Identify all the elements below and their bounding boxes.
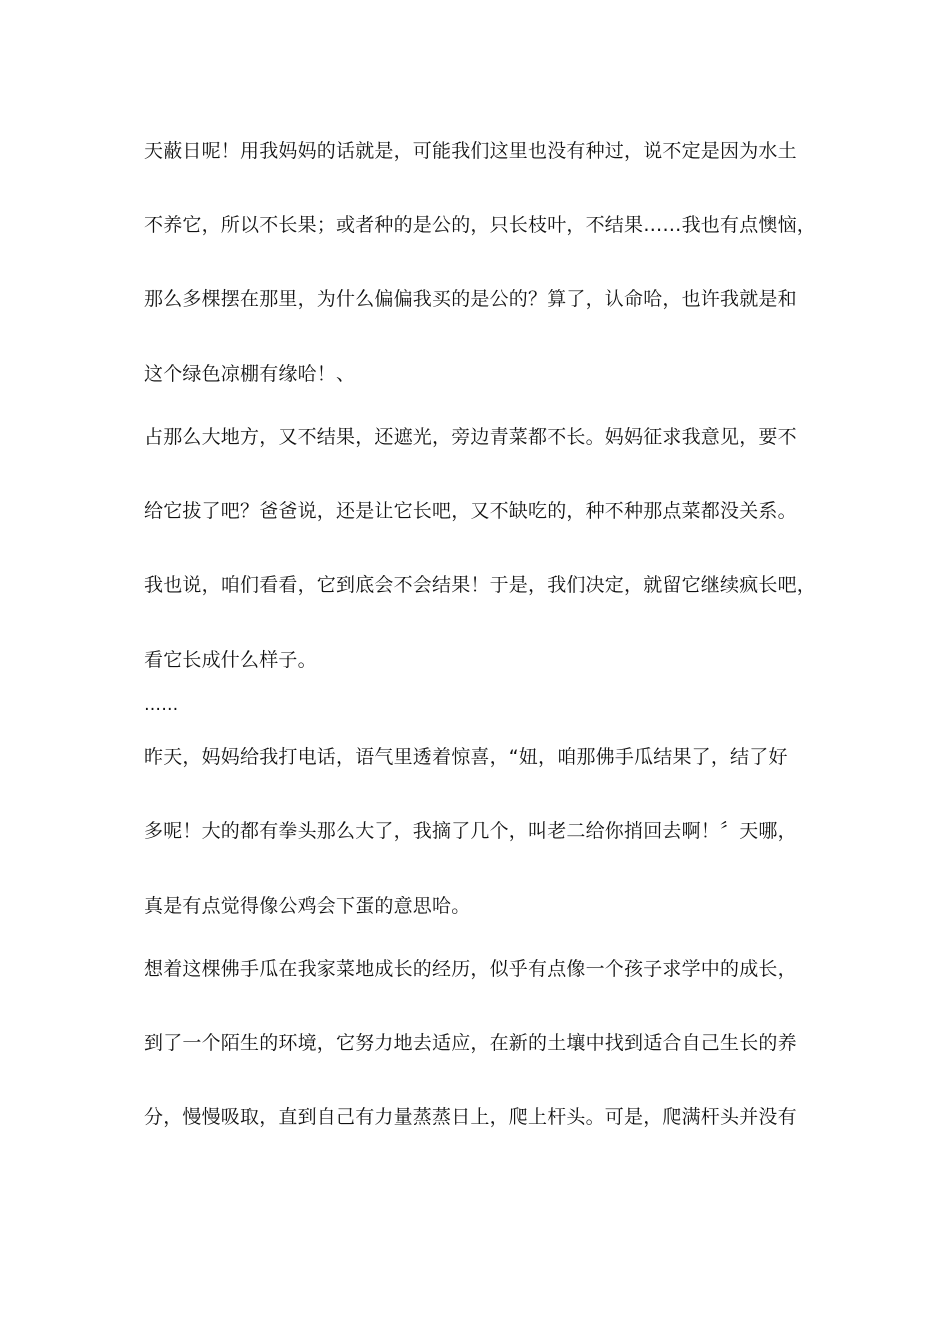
text-line: 占那么大地方，又不结果，还遮光，旁边青菜都不长。妈妈征求我意见，要不: [144, 426, 797, 448]
text-line: 我也说，咱们看看，它到底会不会结果！于是，我们决定，就留它继续疯长吧，: [144, 574, 817, 596]
text-line: 这个绿色凉棚有缘哈！、: [144, 363, 356, 385]
text-line: 到了一个陌生的环境，它努力地去适应，在新的土壤中找到适合自己生长的养: [144, 1032, 797, 1054]
text-line: 给它拔了吧？爸爸说，还是让它长吧，又不缺吃的，种不种那点菜都没关系。: [144, 500, 797, 522]
text-line: 想着这棵佛手瓜在我家菜地成长的经历，似乎有点像一个孩子求学中的成长，: [144, 958, 797, 980]
text-line: 看它长成什么样子。: [144, 649, 317, 671]
text-line: 多呢！大的都有拳头那么大了，我摘了几个，叫老二给你捎回去啊！〞天哪，: [144, 820, 797, 842]
text-line: 真是有点觉得像公鸡会下蛋的意思哈。: [144, 895, 471, 917]
text-line: 昨天，妈妈给我打电话，语气里透着惊喜，“妞，咱那佛手瓜结果了，结了好: [144, 746, 788, 768]
ellipsis-line: ……: [144, 695, 179, 715]
text-line: 那么多棵摆在那里，为什么偏偏我买的是公的？算了，认命哈，也许我就是和: [144, 288, 797, 310]
text-line: 不养它，所以不长果；或者种的是公的，只长枝叶，不结果……我也有点懊恼，: [144, 214, 817, 236]
text-line: 天蔽日呢！用我妈妈的话就是，可能我们这里也没有种过，说不定是因为水土: [144, 140, 797, 162]
text-line: 分，慢慢吸取，直到自己有力量蒸蒸日上，爬上杆头。可是，爬满杆头并没有: [144, 1106, 797, 1128]
